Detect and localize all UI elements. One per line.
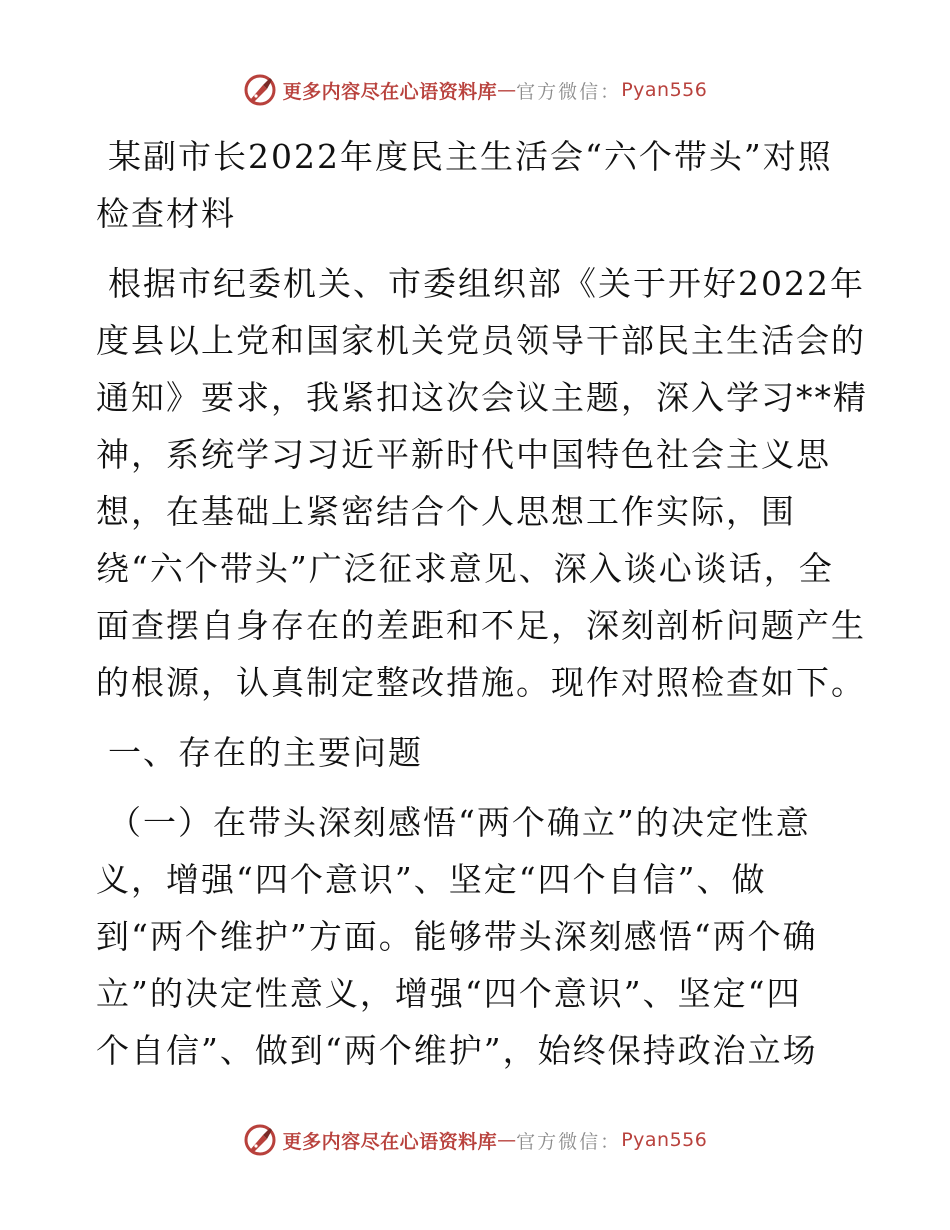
subsection-line-1: （一）在带头深刻感悟“两个确立”的决定性意 [108,803,811,842]
watermark-label: 官方微信： [516,1130,622,1153]
subsection-line-3: 到“两个维护”方面。能够带头深刻感悟“两个确 [96,917,818,956]
intro-line-7: 面查摆自身存在的差距和不足，深刻剖析问题产生 [96,606,866,645]
intro-line-6: 绕“六个带头”广泛征求意见、深入谈心谈话，全 [96,549,834,588]
doc-title-line-2: 检查材料 [96,194,236,233]
intro-line-5: 想，在基础上紧密结合个人思想工作实际，围 [96,492,796,531]
watermark-site-text: 更多内容尽在心语资料库 [282,80,498,103]
watermark-account: Pyan556 [621,79,708,101]
section-heading: 一、存在的主要问题 [108,733,423,772]
subsection-line-5: 个自信”、做到“两个维护”，始终保持政治立场 [96,1031,818,1070]
intro-line-3: 通知》要求，我紧扣这次会议主题，深入学习**精 [96,378,868,417]
intro-line-2: 度县以上党和国家机关党员领导干部民主生活会的 [96,321,866,360]
pen-nib-logo-icon [243,1123,277,1157]
watermark-site-text: 更多内容尽在心语资料库 [282,1130,498,1153]
watermark-dash: — [497,79,517,101]
intro-line-1: 根据市纪委机关、市委组织部《关于开好2022年 [108,264,865,303]
document-body [96,128,868,1079]
doc-title-line-1: 某副市长2022年度民主生活会“六个带头”对照 [108,137,833,176]
watermark-account: Pyan556 [621,1129,708,1151]
watermark-banner-bottom [0,1120,950,1160]
intro-line-8: 的根源，认真制定整改措施。现作对照检查如下。 [96,663,866,702]
watermark-dash: — [497,1129,517,1151]
subsection-line-2: 义，增强“四个意识”、坚定“四个自信”、做 [96,860,767,899]
watermark-banner-top [0,70,950,110]
intro-line-4: 神，系统学习习近平新时代中国特色社会主义思 [96,435,831,474]
watermark-label: 官方微信： [516,80,622,103]
subsection-line-4: 立”的决定性意义，增强“四个意识”、坚定“四 [96,974,802,1013]
pen-nib-logo-icon [243,73,277,107]
